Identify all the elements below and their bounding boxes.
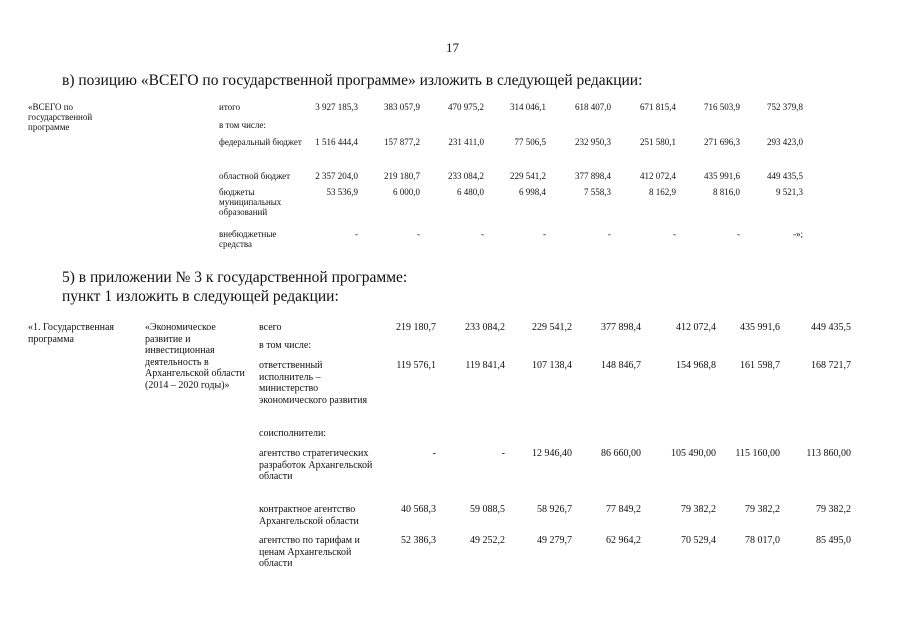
- value-cell: 219 180,7: [396, 322, 436, 333]
- value-cell: 6 000,0: [393, 187, 420, 197]
- value-cell: 148 846,7: [601, 360, 641, 371]
- value-cell: 618 407,0: [575, 102, 611, 112]
- value-cell: 53 536,9: [326, 187, 358, 197]
- value-cell: 40 568,3: [401, 504, 436, 515]
- value-cell: 8 816,0: [713, 187, 740, 197]
- row-label: агентство стратегических разработок Архангельской области: [259, 448, 373, 482]
- value-cell: 2 357 204,0: [315, 171, 358, 181]
- value-cell: 12 946,40: [532, 448, 572, 459]
- value-cell: -: [543, 229, 546, 239]
- value-cell: 412 072,4: [640, 171, 676, 181]
- row-label: всего: [259, 322, 282, 333]
- program-title-cell: «Экономическое развитие и инвестиционная деятельность в Архангельской области (2014 – 2020 годы)»: [145, 322, 245, 391]
- value-cell: 233 084,2: [465, 322, 505, 333]
- section-5-heading-line2: пункт 1 изложить в следующей редакции:: [62, 288, 339, 305]
- value-cell: 271 696,3: [704, 137, 740, 147]
- value-cell: 157 877,2: [384, 137, 420, 147]
- value-cell: 7 558,3: [584, 187, 611, 197]
- section-5-heading-line1: 5) в приложении № 3 к государственной программе:: [62, 269, 408, 286]
- value-cell: 232 950,3: [575, 137, 611, 147]
- value-cell: 59 088,5: [470, 504, 505, 515]
- value-cell: 716 503,9: [704, 102, 740, 112]
- value-cell: 229 541,2: [532, 322, 572, 333]
- row-label: федеральный бюджет: [219, 137, 302, 147]
- value-cell: 105 490,00: [671, 448, 716, 459]
- row-label: областной бюджет: [219, 171, 291, 181]
- value-cell: 383 057,9: [384, 102, 420, 112]
- value-cell: 49 252,2: [470, 535, 505, 546]
- section-v-heading: в) позицию «ВСЕГО по государственной программе» изложить в следующей редакции:: [62, 72, 643, 89]
- value-cell: 86 660,00: [601, 448, 641, 459]
- value-cell: -: [417, 229, 420, 239]
- value-cell: 231 411,0: [448, 137, 484, 147]
- value-cell: -: [432, 448, 436, 459]
- program-type-cell: «1. Государственная программа: [28, 322, 115, 345]
- value-cell: 449 435,5: [767, 171, 803, 181]
- row-label: ответственный исполнитель – министерство экономического развития: [259, 360, 368, 406]
- program-name-cell: «ВСЕГО по государственной программе: [28, 102, 93, 132]
- page-number: 17: [446, 40, 459, 55]
- value-cell: 314 046,1: [510, 102, 546, 112]
- value-cell: 6 998,4: [519, 187, 546, 197]
- value-cell: -: [481, 229, 484, 239]
- value-cell: 435 991,6: [740, 322, 780, 333]
- value-cell: 435 991,6: [704, 171, 740, 181]
- value-cell: 6 480,0: [457, 187, 484, 197]
- value-cell: 62 964,2: [606, 535, 641, 546]
- value-cell: 377 898,4: [575, 171, 611, 181]
- value-cell: -: [355, 229, 358, 239]
- value-cell: 85 495,0: [816, 535, 851, 546]
- value-cell: 1 516 444,4: [315, 137, 358, 147]
- value-cell: 752 379,8: [767, 102, 803, 112]
- value-cell: -: [673, 229, 676, 239]
- row-label: бюджеты муниципальных образований: [219, 187, 282, 217]
- value-cell: 293 423,0: [767, 137, 803, 147]
- value-cell: 70 529,4: [681, 535, 716, 546]
- row-label: внебюджетные средства: [219, 229, 277, 249]
- value-cell: 8 162,9: [649, 187, 676, 197]
- value-cell: 412 072,4: [676, 322, 716, 333]
- value-cell: -: [737, 229, 740, 239]
- row-label: агентство по тарифам и ценам Архангельской области: [259, 535, 360, 569]
- value-cell: 377 898,4: [601, 322, 641, 333]
- value-cell: 78 017,0: [745, 535, 780, 546]
- row-label: в том числе:: [219, 120, 266, 130]
- value-cell: 49 279,7: [537, 535, 572, 546]
- value-cell: -: [501, 448, 505, 459]
- value-cell: 119 576,1: [396, 360, 436, 371]
- value-cell: -»;: [793, 229, 803, 239]
- value-cell: 671 815,4: [640, 102, 676, 112]
- row-label: контрактное агентство Архангельской области: [259, 504, 359, 527]
- value-cell: 9 521,3: [776, 187, 803, 197]
- value-cell: 470 975,2: [448, 102, 484, 112]
- value-cell: 251 580,1: [640, 137, 676, 147]
- value-cell: 449 435,5: [811, 322, 851, 333]
- value-cell: 119 841,4: [465, 360, 505, 371]
- value-cell: 79 382,2: [745, 504, 780, 515]
- row-label: в том числе:: [259, 340, 312, 351]
- value-cell: 107 138,4: [532, 360, 572, 371]
- value-cell: -: [608, 229, 611, 239]
- value-cell: 229 541,2: [510, 171, 546, 181]
- value-cell: 154 968,8: [676, 360, 716, 371]
- value-cell: 79 382,2: [681, 504, 716, 515]
- row-label: итого: [219, 102, 241, 112]
- value-cell: 113 860,00: [806, 448, 851, 459]
- row-label: соисполнители:: [259, 428, 327, 439]
- value-cell: 115 160,00: [735, 448, 780, 459]
- value-cell: 58 926,7: [537, 504, 572, 515]
- value-cell: 168 721,7: [811, 360, 851, 371]
- value-cell: 161 598,7: [740, 360, 780, 371]
- value-cell: 79 382,2: [816, 504, 851, 515]
- value-cell: 233 084,2: [448, 171, 484, 181]
- value-cell: 52 386,3: [401, 535, 436, 546]
- value-cell: 219 180,7: [384, 171, 420, 181]
- value-cell: 77 849,2: [606, 504, 641, 515]
- value-cell: 3 927 185,3: [315, 102, 358, 112]
- value-cell: 77 506,5: [514, 137, 546, 147]
